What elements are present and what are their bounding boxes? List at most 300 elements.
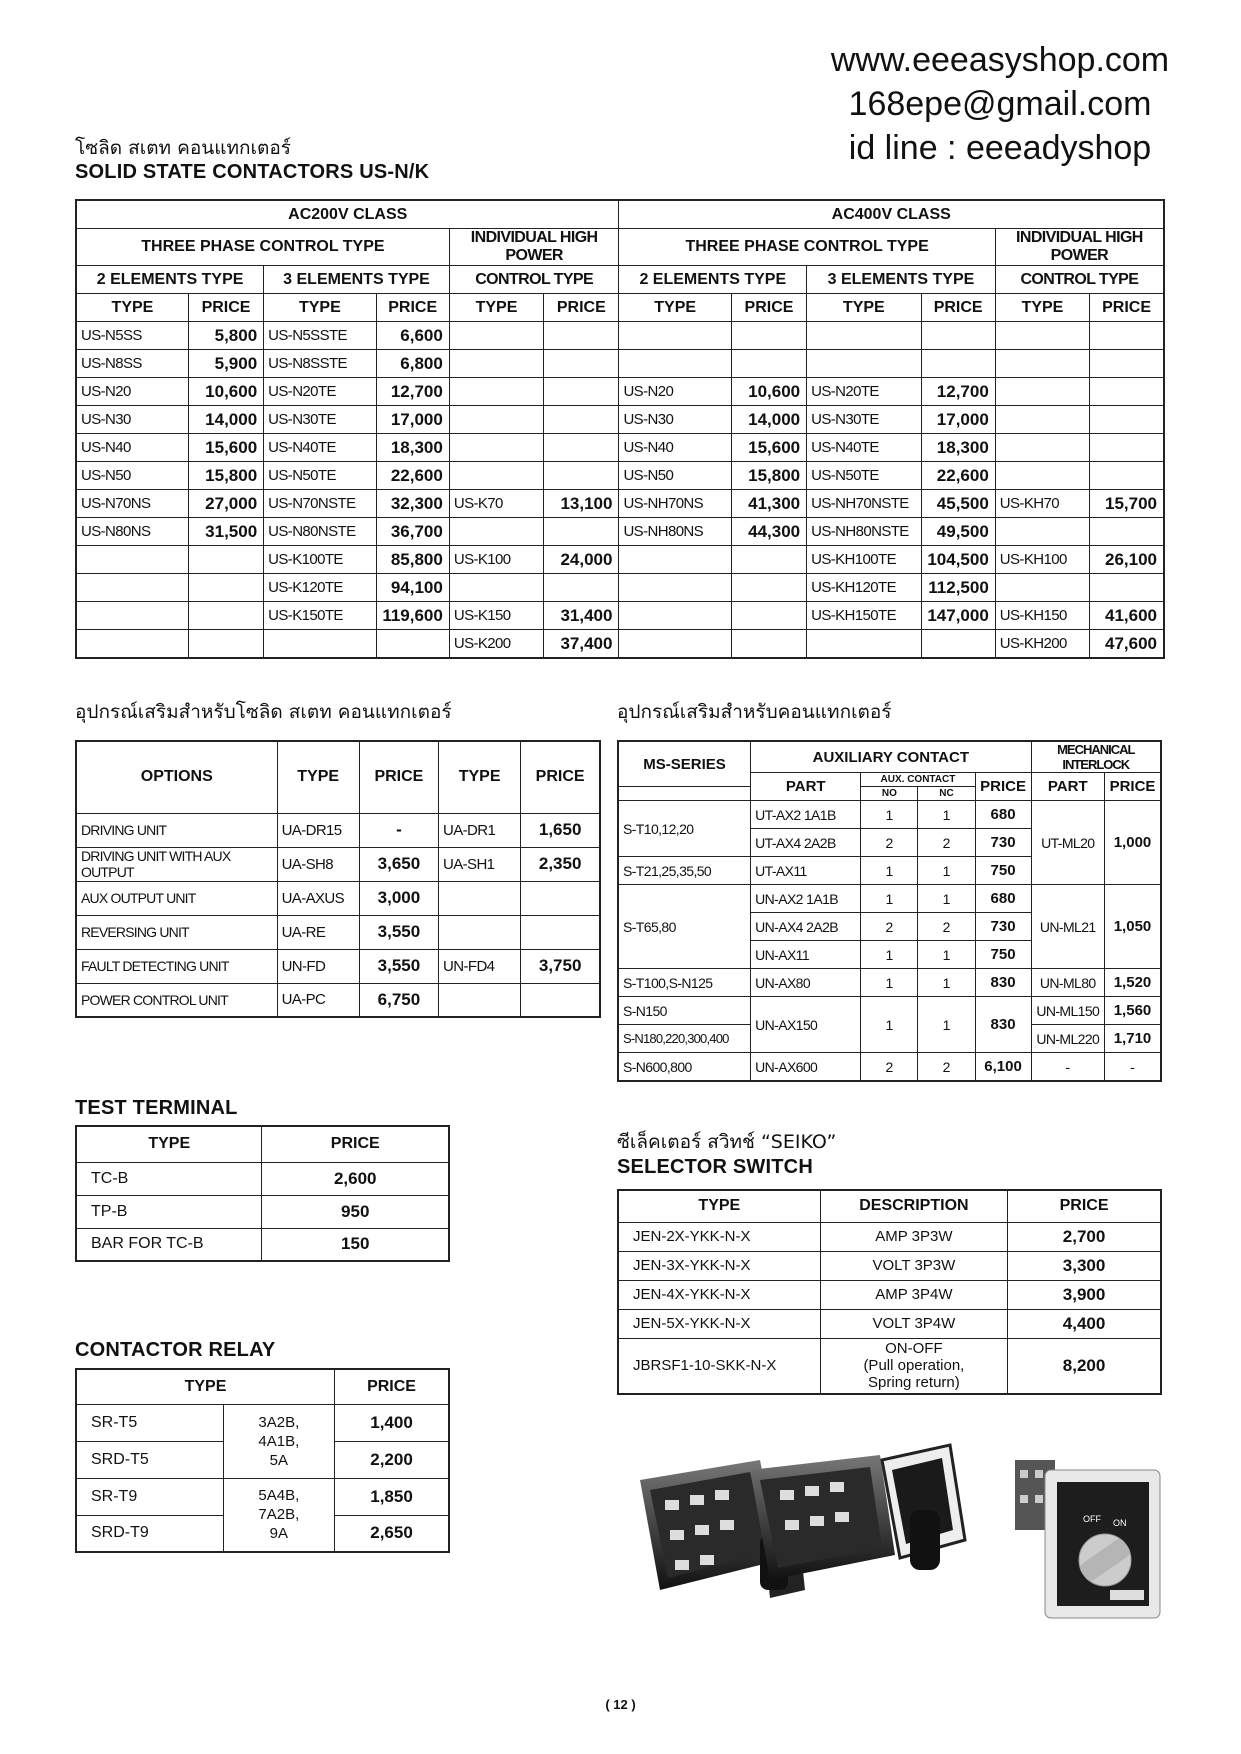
interlock-price-cell: 1,710: [1104, 1025, 1161, 1053]
nc-cell: 1: [918, 801, 975, 829]
no-cell: 1: [861, 997, 918, 1053]
model-cell: UA-DR15: [277, 813, 359, 847]
price-cell: 5,900: [188, 350, 263, 378]
model-cell: US-N5SS: [76, 322, 188, 350]
ssc-column-header-row: [76, 294, 1164, 322]
part-cell: UT-AX11: [751, 857, 861, 885]
price-cell: [1090, 574, 1164, 602]
model-cell: [449, 378, 543, 406]
price-cell: 3,300: [1008, 1251, 1161, 1280]
ssc-price-table: [75, 199, 1165, 659]
ac400-class-header: AC400V CLASS: [619, 200, 1164, 229]
interlock-price-cell: 1,560: [1104, 997, 1161, 1025]
price-cell: 32,300: [376, 490, 449, 518]
price-cell: 680: [975, 885, 1031, 913]
price-cell: [731, 546, 806, 574]
price-cell: 5,800: [188, 322, 263, 350]
interlock-part-cell: UN-ML21: [1031, 885, 1104, 969]
relay-price-cell: 1,850: [335, 1478, 449, 1515]
nc-cell: 1: [918, 997, 975, 1053]
relay-price-cell: 2,200: [335, 1441, 449, 1478]
model-cell: US-N5SSTE: [264, 322, 376, 350]
model-cell: [995, 406, 1089, 434]
model-cell: US-N30TE: [807, 406, 921, 434]
model-cell: [995, 350, 1089, 378]
part-header: PART: [1031, 773, 1104, 801]
model-cell: [995, 322, 1089, 350]
price-cell: 15,800: [731, 462, 806, 490]
model-cell: US-KH150TE: [807, 602, 921, 630]
model-cell: [995, 574, 1089, 602]
model-cell: US-N50TE: [264, 462, 376, 490]
model-cell: [439, 881, 521, 915]
price-cell: 45,500: [921, 490, 995, 518]
price-cell: [376, 630, 449, 659]
model-cell: [995, 378, 1089, 406]
model-cell: [807, 630, 921, 659]
table-row: [618, 1222, 1161, 1251]
model-cell: [449, 322, 543, 350]
no-cell: 1: [861, 885, 918, 913]
option-name-cell: DRIVING UNIT: [76, 813, 277, 847]
price-cell: 15,800: [188, 462, 263, 490]
relay-type-cell: SRD-T9: [76, 1515, 223, 1552]
nc-cell: 2: [918, 913, 975, 941]
type-column-header: TYPE: [449, 294, 543, 322]
table-row: [618, 1338, 1161, 1394]
table-row: [76, 1162, 449, 1195]
price-cell: [1090, 406, 1164, 434]
model-cell: US-KH100TE: [807, 546, 921, 574]
price-cell: 22,600: [376, 462, 449, 490]
price-cell: 3,000: [359, 881, 438, 915]
options-table-body: [76, 813, 600, 1017]
type-column-header: TYPE: [807, 294, 921, 322]
interlock-price-cell: -: [1104, 1053, 1161, 1082]
seiko-switch-product-image: [1015, 1450, 1165, 1625]
description-cell: AMP 3P4W: [820, 1280, 1008, 1309]
three-elements-header: 3 ELEMENTS TYPE: [807, 266, 996, 294]
price-cell: 3,550: [359, 915, 438, 949]
type-column-header: TYPE: [264, 294, 376, 322]
no-cell: 2: [861, 913, 918, 941]
price-cell: 2,600: [262, 1162, 449, 1195]
price-cell: [544, 434, 619, 462]
description-cell: VOLT 3P3W: [820, 1251, 1008, 1280]
price-cell: 15,600: [731, 434, 806, 462]
price-cell: 24,000: [544, 546, 619, 574]
model-cell: UA-PC: [277, 983, 359, 1017]
no-cell: 1: [861, 941, 918, 969]
part-header: PART: [751, 773, 861, 801]
series-cell: S-N600,800: [618, 1053, 751, 1082]
table-row: [76, 350, 1164, 378]
type-cell: JEN-2X-YKK-N-X: [618, 1222, 820, 1251]
type-cell: TP-B: [76, 1195, 262, 1228]
table-row: [76, 434, 1164, 462]
option-name-cell: FAULT DETECTING UNIT: [76, 949, 277, 983]
part-cell: UN-AX11: [751, 941, 861, 969]
price-cell: 18,300: [376, 434, 449, 462]
model-cell: [76, 602, 188, 630]
price-cell: 31,400: [544, 602, 619, 630]
table-row: [618, 1280, 1161, 1309]
model-cell: US-KH120TE: [807, 574, 921, 602]
price-cell: 830: [975, 997, 1031, 1053]
model-cell: US-NH80NSTE: [807, 518, 921, 546]
price-cell: 10,600: [188, 378, 263, 406]
table-row: [76, 546, 1164, 574]
options-header: OPTIONS: [76, 741, 277, 813]
price-cell: [521, 915, 600, 949]
selector-table-body: [618, 1222, 1161, 1394]
model-cell: [619, 630, 731, 659]
price-cell: 150: [262, 1228, 449, 1261]
options-title-thai: อุปกรณ์เสริมสำหรับโซลิด สเตท คอนแทกเตอร์: [75, 701, 452, 723]
price-cell: [921, 322, 995, 350]
interlock-price-cell: 1,050: [1104, 885, 1161, 969]
no-cell: 1: [861, 857, 918, 885]
table-row: [76, 1228, 449, 1261]
line-id-text: id line : eeeadyshop: [848, 129, 1152, 167]
model-cell: US-N30: [76, 406, 188, 434]
model-cell: US-NH70NS: [619, 490, 731, 518]
email-text[interactable]: 168epe@gmail.com: [848, 85, 1152, 123]
price-cell: [921, 350, 995, 378]
price-cell: 680: [975, 801, 1031, 829]
individual-high-power-header: INDIVIDUAL HIGH POWER: [995, 229, 1164, 266]
type-cell: JEN-3X-YKK-N-X: [618, 1251, 820, 1280]
table-row: [76, 574, 1164, 602]
option-name-cell: AUX OUTPUT UNIT: [76, 881, 277, 915]
model-cell: US-KH200: [995, 630, 1089, 659]
price-cell: 36,700: [376, 518, 449, 546]
model-cell: US-N40: [619, 434, 731, 462]
interlock-part-cell: UN-ML80: [1031, 969, 1104, 997]
interlock-price-cell: 1,520: [1104, 969, 1161, 997]
table-row: [76, 322, 1164, 350]
model-cell: [76, 574, 188, 602]
test-terminal-title: TEST TERMINAL: [75, 1097, 238, 1119]
aux-title-thai: อุปกรณ์เสริมสำหรับคอนแทกเตอร์: [617, 701, 892, 723]
price-cell: 730: [975, 913, 1031, 941]
price-header: PRICE: [975, 773, 1031, 801]
price-cell: 13,100: [544, 490, 619, 518]
price-cell: 31,500: [188, 518, 263, 546]
price-header: PRICE: [262, 1126, 449, 1162]
price-cell: [544, 322, 619, 350]
cam-switch-right: [750, 1445, 965, 1580]
price-cell: 112,500: [921, 574, 995, 602]
price-cell: 830: [975, 969, 1031, 997]
no-cell: 2: [861, 829, 918, 857]
model-cell: US-K100TE: [264, 546, 376, 574]
type-column-header: TYPE: [619, 294, 731, 322]
table-row: [76, 602, 1164, 630]
model-cell: US-K100: [449, 546, 543, 574]
price-cell: [188, 546, 263, 574]
price-cell: [188, 602, 263, 630]
type-column-header: TYPE: [995, 294, 1089, 322]
price-cell: 44,300: [731, 518, 806, 546]
model-cell: UA-DR1: [439, 813, 521, 847]
control-type-header: CONTROL TYPE: [449, 266, 619, 294]
price-cell: 15,700: [1090, 490, 1164, 518]
price-cell: 104,500: [921, 546, 995, 574]
page-number: ( 12 ): [605, 1697, 636, 1712]
model-cell: US-KH100: [995, 546, 1089, 574]
no-cell: 2: [861, 1053, 918, 1082]
price-cell: 41,600: [1090, 602, 1164, 630]
price-cell: [544, 378, 619, 406]
price-cell: [1090, 518, 1164, 546]
model-cell: UN-FD: [277, 949, 359, 983]
model-cell: [995, 434, 1089, 462]
price-cell: 10,600: [731, 378, 806, 406]
series-cell: S-T21,25,35,50: [618, 857, 751, 885]
model-cell: US-N30TE: [264, 406, 376, 434]
price-cell: 6,750: [359, 983, 438, 1017]
model-cell: [619, 546, 731, 574]
table-row: [618, 1251, 1161, 1280]
ssc-title: SOLID STATE CONTACTORS US-N/K: [75, 161, 430, 183]
price-column-header: PRICE: [921, 294, 995, 322]
model-cell: US-KH150: [995, 602, 1089, 630]
table-row: [76, 406, 1164, 434]
model-cell: US-N50TE: [807, 462, 921, 490]
price-cell: 37,400: [544, 630, 619, 659]
relay-price-cell: 1,400: [335, 1404, 449, 1441]
price-cell: 3,750: [521, 949, 600, 983]
price-cell: 47,600: [1090, 630, 1164, 659]
price-cell: [921, 630, 995, 659]
model-cell: [449, 434, 543, 462]
model-cell: US-N80NS: [76, 518, 188, 546]
model-cell: [264, 630, 376, 659]
model-cell: [807, 350, 921, 378]
price-cell: 8,200: [1008, 1338, 1161, 1394]
part-cell: UT-AX4 2A2B: [751, 829, 861, 857]
series-cell: S-T10,12,20: [618, 801, 751, 857]
price-header: PRICE: [1008, 1190, 1161, 1222]
model-cell: UA-SH8: [277, 847, 359, 881]
price-cell: 6,100: [975, 1053, 1031, 1082]
type-cell: JEN-4X-YKK-N-X: [618, 1280, 820, 1309]
price-cell: [1090, 434, 1164, 462]
price-cell: -: [359, 813, 438, 847]
cam-switch-product-image: [620, 1440, 980, 1630]
website-text[interactable]: www.eeeasyshop.com: [830, 41, 1170, 79]
interlock-price-cell: 1,000: [1104, 801, 1161, 885]
model-cell: [807, 322, 921, 350]
model-cell: [449, 350, 543, 378]
price-cell: 6,800: [376, 350, 449, 378]
selector-switch-table: [617, 1189, 1162, 1395]
test-terminal-table: [75, 1125, 450, 1262]
price-cell: 26,100: [1090, 546, 1164, 574]
model-cell: US-NH70NSTE: [807, 490, 921, 518]
model-cell: US-K150TE: [264, 602, 376, 630]
option-name-cell: POWER CONTROL UNIT: [76, 983, 277, 1017]
aux-contact-subheader: AUX. CONTACT: [861, 773, 975, 787]
price-cell: [731, 602, 806, 630]
individual-high-power-header: INDIVIDUAL HIGH POWER: [449, 229, 619, 266]
price-cell: [521, 983, 600, 1017]
price-header: PRICE: [359, 741, 438, 813]
no-cell: 1: [861, 969, 918, 997]
ac200-class-header: AC200V CLASS: [76, 200, 619, 229]
model-cell: US-N50: [76, 462, 188, 490]
price-cell: [1090, 462, 1164, 490]
model-cell: US-N20: [76, 378, 188, 406]
type-cell: TC-B: [76, 1162, 262, 1195]
price-header: PRICE: [521, 741, 600, 813]
price-cell: [731, 574, 806, 602]
model-cell: [995, 518, 1089, 546]
relay-price-cell: 2,650: [335, 1515, 449, 1552]
price-column-header: PRICE: [731, 294, 806, 322]
table-row: [76, 881, 600, 915]
model-cell: US-N40: [76, 434, 188, 462]
selector-title-thai: ซีเล็คเตอร์ สวิทช์ “SEIKO”: [617, 1131, 837, 1153]
type-cell: JBRSF1-10-SKK-N-X: [618, 1338, 820, 1394]
price-cell: [731, 350, 806, 378]
model-cell: US-K120TE: [264, 574, 376, 602]
relay-spec-cell: 3A2B, 4A1B, 5A: [223, 1404, 334, 1478]
model-cell: [449, 518, 543, 546]
series-cell: S-T100,S-N125: [618, 969, 751, 997]
price-cell: 950: [262, 1195, 449, 1228]
table-row: [76, 630, 1164, 659]
on-label: ON: [1113, 1518, 1127, 1528]
price-cell: 730: [975, 829, 1031, 857]
model-cell: [619, 602, 731, 630]
model-cell: [449, 406, 543, 434]
price-cell: [1090, 378, 1164, 406]
three-phase-header: THREE PHASE CONTROL TYPE: [76, 229, 449, 266]
price-column-header: PRICE: [1090, 294, 1164, 322]
price-cell: [521, 881, 600, 915]
part-cell: UN-AX80: [751, 969, 861, 997]
table-row: [76, 462, 1164, 490]
table-row: [76, 1195, 449, 1228]
model-cell: [619, 350, 731, 378]
model-cell: US-K150: [449, 602, 543, 630]
relay-type-cell: SR-T5: [76, 1404, 223, 1441]
ssc-title-thai: โซลิด สเตท คอนแทกเตอร์: [75, 137, 291, 159]
price-column-header: PRICE: [376, 294, 449, 322]
nc-cell: 2: [918, 829, 975, 857]
price-cell: 6,600: [376, 322, 449, 350]
model-cell: [76, 546, 188, 574]
price-cell: [1090, 350, 1164, 378]
ssc-table-body: [76, 322, 1164, 659]
price-cell: [731, 630, 806, 659]
price-cell: 94,100: [376, 574, 449, 602]
model-cell: US-N8SSTE: [264, 350, 376, 378]
nc-cell: 1: [918, 885, 975, 913]
price-cell: [544, 518, 619, 546]
price-cell: 49,500: [921, 518, 995, 546]
option-name-cell: DRIVING UNIT WITH AUX OUTPUT: [76, 847, 277, 881]
nc-cell: 1: [918, 857, 975, 885]
table-row: [76, 378, 1164, 406]
mechanical-interlock-header: MECHANICAL INTERLOCK: [1031, 741, 1161, 773]
model-cell: US-N8SS: [76, 350, 188, 378]
relay-type-cell: SR-T9: [76, 1478, 223, 1515]
part-cell: UN-AX150: [751, 997, 861, 1053]
type-header: TYPE: [277, 741, 359, 813]
price-cell: 14,000: [188, 406, 263, 434]
price-cell: 3,650: [359, 847, 438, 881]
price-cell: 4,400: [1008, 1309, 1161, 1338]
price-cell: [1090, 322, 1164, 350]
interlock-part-cell: -: [1031, 1053, 1104, 1082]
table-row: [618, 1309, 1161, 1338]
model-cell: [76, 630, 188, 659]
type-column-header: TYPE: [76, 294, 188, 322]
model-cell: [619, 574, 731, 602]
price-cell: 41,300: [731, 490, 806, 518]
price-cell: [544, 350, 619, 378]
price-cell: 147,000: [921, 602, 995, 630]
price-cell: [188, 630, 263, 659]
type-header: TYPE: [439, 741, 521, 813]
table-row: [76, 813, 600, 847]
model-cell: US-K70: [449, 490, 543, 518]
price-cell: [544, 406, 619, 434]
type-header: TYPE: [76, 1126, 262, 1162]
model-cell: US-KH70: [995, 490, 1089, 518]
three-phase-header: THREE PHASE CONTROL TYPE: [619, 229, 995, 266]
two-elements-header: 2 ELEMENTS TYPE: [76, 266, 264, 294]
description-cell: ON-OFF (Pull operation, Spring return): [820, 1338, 1008, 1394]
table-row: [76, 490, 1164, 518]
price-cell: 14,000: [731, 406, 806, 434]
model-cell: US-N70NSTE: [264, 490, 376, 518]
part-cell: UN-AX4 2A2B: [751, 913, 861, 941]
three-elements-header: 3 ELEMENTS TYPE: [264, 266, 450, 294]
price-cell: 3,550: [359, 949, 438, 983]
price-cell: 2,350: [521, 847, 600, 881]
part-cell: UN-AX600: [751, 1053, 861, 1082]
model-cell: [439, 983, 521, 1017]
table-row: [76, 847, 600, 881]
description-header: DESCRIPTION: [820, 1190, 1008, 1222]
test-terminal-body: [76, 1162, 449, 1261]
price-column-header: PRICE: [188, 294, 263, 322]
nc-cell: 1: [918, 969, 975, 997]
model-cell: [439, 915, 521, 949]
model-cell: US-N20TE: [264, 378, 376, 406]
price-cell: 17,000: [376, 406, 449, 434]
type-header: TYPE: [76, 1369, 335, 1404]
model-cell: US-N70NS: [76, 490, 188, 518]
series-cell: S-N150: [618, 997, 751, 1025]
model-cell: US-N80NSTE: [264, 518, 376, 546]
aux-contact-table: [617, 740, 1162, 1082]
model-cell: [619, 322, 731, 350]
contact-block: [800, 38, 1200, 170]
price-cell: [544, 462, 619, 490]
model-cell: [449, 574, 543, 602]
price-cell: 18,300: [921, 434, 995, 462]
table-row: [76, 915, 600, 949]
series-cell: S-T65,80: [618, 885, 751, 969]
model-cell: US-NH80NS: [619, 518, 731, 546]
two-elements-header: 2 ELEMENTS TYPE: [619, 266, 807, 294]
price-cell: 12,700: [376, 378, 449, 406]
